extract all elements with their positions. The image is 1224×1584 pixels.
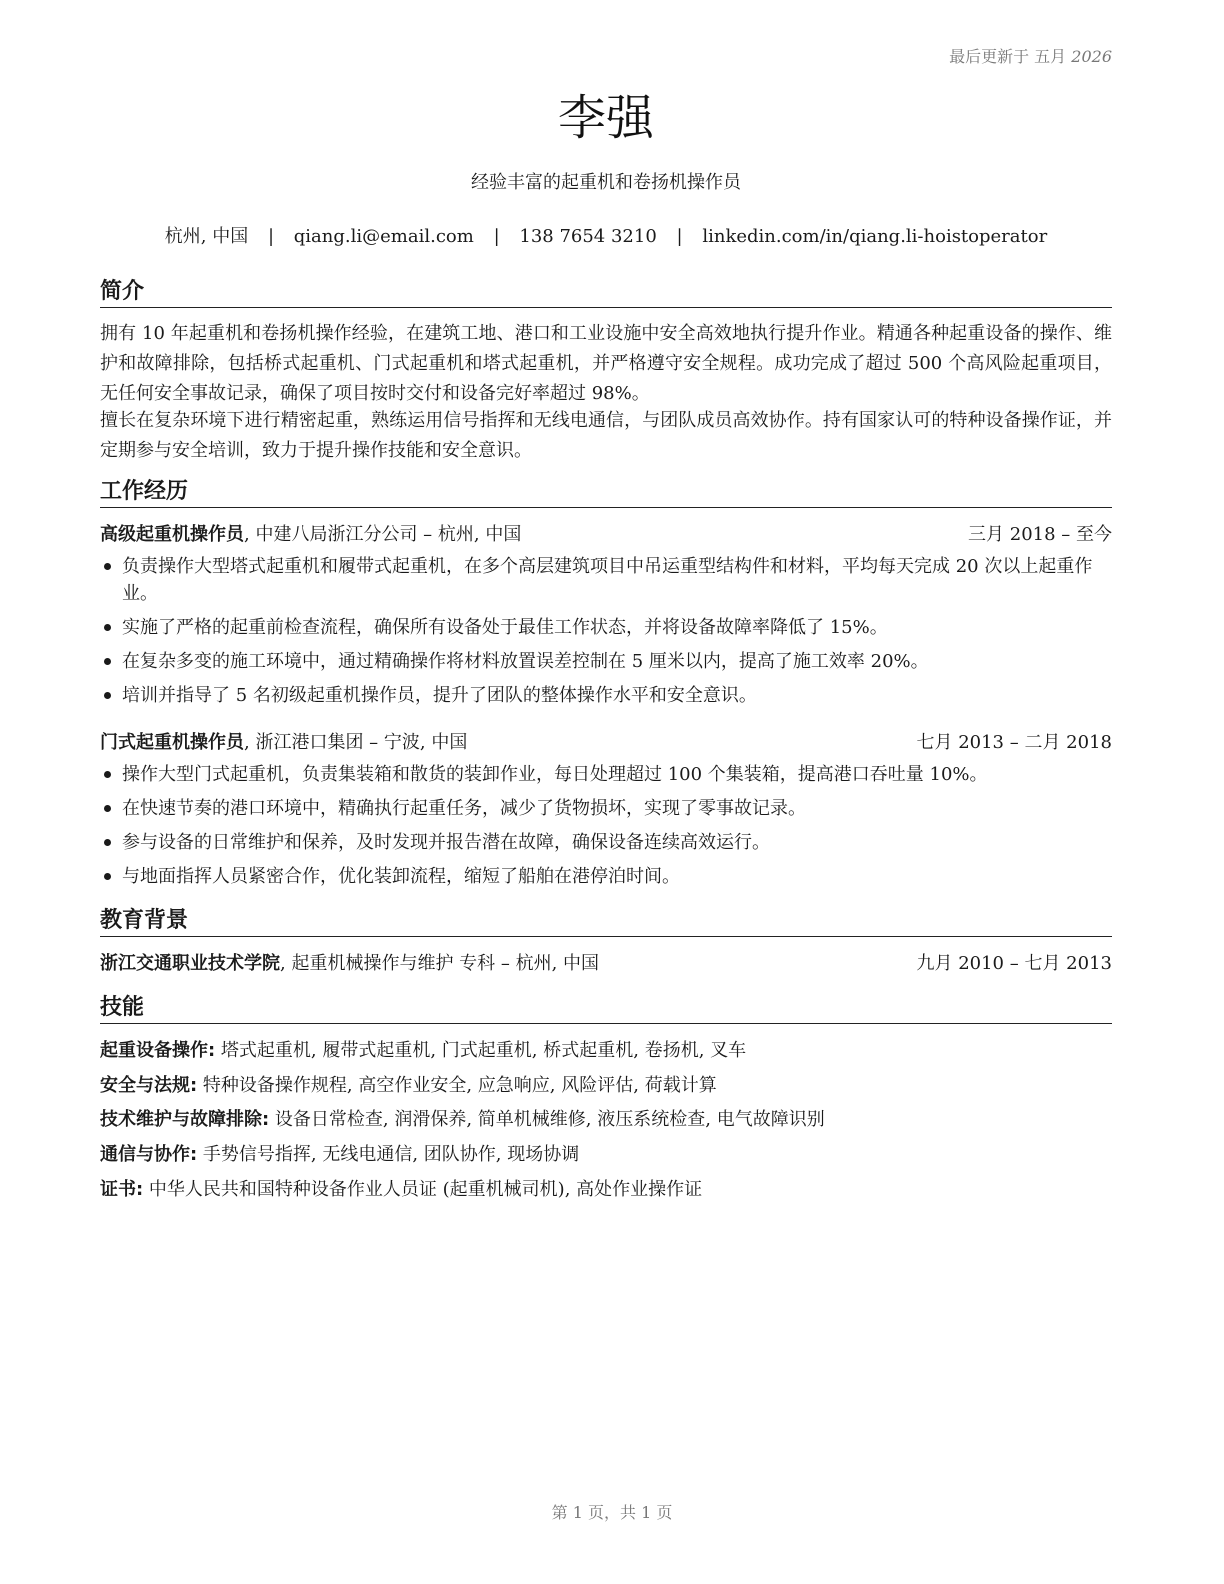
education-entry: [100, 951, 1112, 977]
job-position: 门式起重机操作员: [100, 732, 244, 753]
section-title-experience: 工作经历: [100, 478, 1112, 508]
skill-value: 设备日常检查, 润滑保养, 简单机械维修, 液压系统检查, 电气故障识别: [269, 1109, 825, 1130]
job-company: , 中建八局浙江分公司 – 杭州, 中国: [244, 524, 522, 545]
job-bullet: 培训并指导了 5 名初级起重机操作员，提升了团队的整体操作水平和安全意识。: [100, 682, 1112, 709]
job-position: 高级起重机操作员: [100, 524, 244, 545]
candidate-name: 李强: [557, 90, 654, 146]
job-bullet: 在快速节奏的港口环境中，精确执行起重任务，减少了货物损坏，实现了零事故记录。: [100, 795, 1112, 822]
contact-phone[interactable]: 138 7654 3210: [519, 226, 657, 247]
contact-location: 杭州, 中国: [164, 226, 249, 247]
job-bullet: 在复杂多变的施工环境中，通过精确操作将材料放置误差控制在 5 厘米以内，提高了施工效率 20%。: [100, 648, 1112, 675]
job-bullet: 实施了严格的起重前检查流程，确保所有设备处于最佳工作状态，并将设备故障率降低了 15%。: [100, 614, 1112, 641]
skill-label: 安全与法规:: [100, 1075, 198, 1096]
skill-value: 塔式起重机, 履带式起重机, 门式起重机, 桥式起重机, 卷扬机, 叉车: [215, 1040, 747, 1061]
education-dates: 九月 2010 – 七月 2013: [916, 953, 1112, 974]
contact-separator: |: [267, 226, 275, 247]
job-bullet: 负责操作大型塔式起重机和履带式起重机，在多个高层建筑项目中吊运重型结构件和材料，平均每天完成 20 次以上起重作业。: [100, 553, 1112, 607]
skill-row: [100, 1107, 1112, 1133]
page-number: 第 1 页，共 1 页: [551, 1503, 673, 1522]
contact-linkedin-link[interactable]: linkedin.com/in/qiang.li-hoistoperator: [702, 226, 1048, 247]
contact-separator: |: [493, 226, 500, 247]
skill-label: 起重设备操作:: [100, 1040, 216, 1061]
skill-label: 技术维护与故障排除:: [100, 1109, 270, 1130]
skill-value: 手势信号指挥, 无线电通信, 团队协作, 现场协调: [197, 1144, 580, 1165]
skill-row: [100, 1073, 1112, 1099]
skill-value: 中华人民共和国特种设备作业人员证 (起重机械司机), 高处作业操作证: [143, 1179, 703, 1200]
job-bullet: 操作大型门式起重机，负责集装箱和散货的装卸作业，每日处理超过 100 个集装箱，提高港口吞吐量 10%。: [100, 761, 1112, 788]
job-header: [100, 522, 1112, 548]
last-updated-year: 2026: [1071, 47, 1112, 66]
section-title-summary: 简介: [100, 278, 1112, 308]
job-bullet: 与地面指挥人员紧密合作，优化装卸流程，缩短了船舶在港停泊时间。: [100, 863, 1112, 890]
job-bullets: [100, 553, 1112, 716]
contact-line: [100, 224, 1112, 250]
skill-value: 特种设备操作规程, 高空作业安全, 应急响应, 风险评估, 荷载计算: [197, 1075, 717, 1096]
job-bullets: [100, 761, 1112, 897]
section-title-education: 教育背景: [100, 907, 1112, 937]
contact-separator: |: [676, 226, 683, 247]
skill-row: [100, 1142, 1112, 1168]
job-dates: 三月 2018 – 至今: [968, 524, 1112, 545]
skill-row: [100, 1038, 1112, 1064]
job-header: [100, 730, 1112, 756]
summary-paragraph-2: 擅长在复杂环境下进行精密起重，熟练运用信号指挥和无线电通信，与团队成员高效协作。持有国家认可的特种设备操作证，并定期参与安全培训，致力于提升操作技能和安全意识。: [100, 410, 1112, 461]
skill-label: 证书:: [100, 1179, 144, 1200]
skill-row: [100, 1177, 1112, 1203]
summary-paragraph-1: 拥有 10 年起重机和卷扬机操作经验，在建筑工地、港口和工业设施中安全高效地执行提升作业。精通各种起重设备的操作、维护和故障排除，包括桥式起重机、门式起重机和塔式起重机，并严格遵守安全规程。成功完成了超过 500 个高风险起重项目，无任何安全事故记录，确保了项目按时交付和设备完好率超过 98%。: [100, 323, 1112, 404]
job-dates: 七月 2013 – 二月 2018: [916, 732, 1112, 753]
candidate-headline: 经验丰富的起重机和卷扬机操作员: [471, 172, 741, 193]
education-school: 浙江交通职业技术学院: [100, 953, 280, 974]
job-company: , 浙江港口集团 – 宁波, 中国: [244, 732, 468, 753]
education-detail: , 起重机械操作与维护 专科 – 杭州, 中国: [280, 953, 600, 974]
contact-email-link[interactable]: qiang.li@email.com: [293, 226, 474, 247]
last-updated: [949, 44, 1112, 67]
skill-label: 通信与协作:: [100, 1144, 198, 1165]
job-bullet: 参与设备的日常维护和保养，及时发现并报告潜在故障，确保设备连续高效运行。: [100, 829, 1112, 856]
last-updated-prefix: 最后更新于 五月: [949, 47, 1067, 66]
section-title-skills: 技能: [100, 994, 1112, 1024]
